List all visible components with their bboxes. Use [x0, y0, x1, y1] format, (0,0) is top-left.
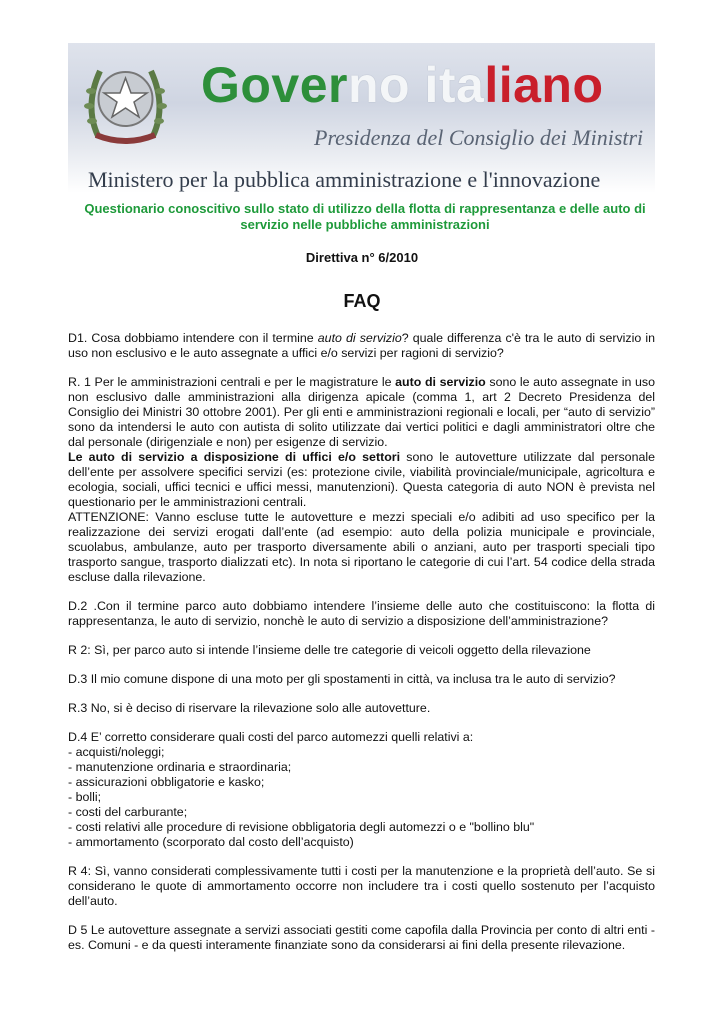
answer-r1-attention: ATTENZIONE: Vanno escluse tutte le autovetture e mezzi speciali e/o adibiti ad uso specifico per la realizzazione dei servizi erogati dall’ente (ad esempio: auto della polizia municipale e provinciale, scuolabus, ambulanze, auto per trasporto diversamente abili o anziani, auto per trasporti speciali tipo trasporto sangue, trasporto dializzati etc). In nota si riportano le categorie di cui l’art. 54 codice della strada escluse dalla rilevazione. [68, 510, 655, 584]
questionnaire-subtitle: Questionario conoscitivo sullo stato di utilizzo della flotta di rappresentanza e delle auto di servizio nelle pubbliche amministrazioni [84, 201, 646, 232]
governo-italiano-logo [201, 57, 604, 113]
list-item: - costi relativi alle procedure di revisione obbligatoria degli automezzi o e "bollino blu" [68, 820, 535, 834]
logo-word-1: Gover [201, 57, 349, 113]
question-d2: D.2 .Con il termine parco auto dobbiamo intendere l’insieme delle auto che costituiscono: la flotta di rappresentanza, le auto di servizio, nonchè le auto di servizio a disposizione dell’amministrazione? [68, 599, 655, 628]
list-item: - manutenzione ordinaria e straordinaria; [68, 760, 292, 774]
faq-heading: FAQ [343, 291, 381, 311]
logo-word-3: liano [484, 57, 604, 113]
cost-list [68, 745, 655, 850]
question-d5: D 5 Le autovetture assegnate a servizi associati gestiti come capofila dalla Provincia per conto di altri enti - es. Comuni - e da questi interamente finanziate sono da considerarsi ai fini della presente rilevazione. [68, 923, 655, 952]
list-item: - acquisti/noleggi; [68, 745, 165, 759]
faq-content [68, 331, 655, 967]
ministero-title: Ministero per la pubblica amministrazione e l'innovazione [88, 167, 601, 192]
list-item: - assicurazioni obbligatorie e kasko; [68, 775, 265, 789]
list-item: - ammortamento (scorporato dal costo dell’acquisto) [68, 835, 354, 849]
answer-r1-paragraph-2: Le auto di servizio a disposizione di uffici e/o settori sono le autovetture utilizzate dal personale dell’ente per assolvere specifici servizi (es: protezione civile, viabilità provinciale/municipale, agricoltura e ecologia, sociali, uffici tecnici e uffici messi, manutenzioni). Questa categoria di auto NON è prevista nel questionario per le amministrazioni centrali. [68, 450, 656, 509]
question-d3: D.3 Il mio comune dispone di una moto per gli spostamenti in città, va inclusa tra le auto di servizio? [68, 672, 616, 686]
answer-r4: R 4: Sì, vanno considerati complessivamente tutti i costi per la manutenzione e la proprietà dell’auto. Se si considerano le quote di ammortamento occorre non includere tra i costi quello sostenuto per l’acquisto dell’auto. [68, 864, 655, 908]
list-item: - bolli; [68, 790, 102, 804]
logo-word-2: no ita [348, 57, 485, 113]
italian-emblem-icon [78, 51, 173, 151]
list-item: - costi del carburante; [68, 805, 188, 819]
answer-r1-paragraph-1: R. 1 Per le amministrazioni centrali e per le magistrature le auto di servizio sono le auto assegnate in uso non esclusivo dalle amministrazioni alla dirigenza apicale (comma 1, art 2 Decreto Presidenza del Consiglio dei Ministri 30 ottobre 2001). Per gli enti e amministrazioni regionali e locali, per “auto di servizio” sono da intendersi le auto con autista di solito utilizzate dai vertici politici e dagli amministratori oltre che dal personale (dirigenziale e non) per esigenze di servizio. [68, 375, 655, 449]
answer-r3: R.3 No, si è deciso di riservare la rilevazione solo alle autovetture. [68, 701, 431, 715]
presidenza-subtitle: Presidenza del Consiglio dei Ministri [314, 125, 644, 150]
answer-r2: R 2: Sì, per parco auto si intende l’insieme delle tre categorie di veicoli oggetto della rilevazione [68, 643, 591, 657]
header-banner [68, 43, 655, 193]
question-d4: D.4 E’ corretto considerare quali costi del parco automezzi quelli relativi a: [68, 730, 474, 744]
question-d1: D1. Cosa dobbiamo intendere con il termine auto di servizio? quale differenza c'è tra le auto di servizio in uso non esclusivo e le auto assegnate a uffici e/o servizi per ragioni di servizio? [68, 331, 655, 360]
directive-label: Direttiva n° 6/2010 [305, 250, 419, 265]
